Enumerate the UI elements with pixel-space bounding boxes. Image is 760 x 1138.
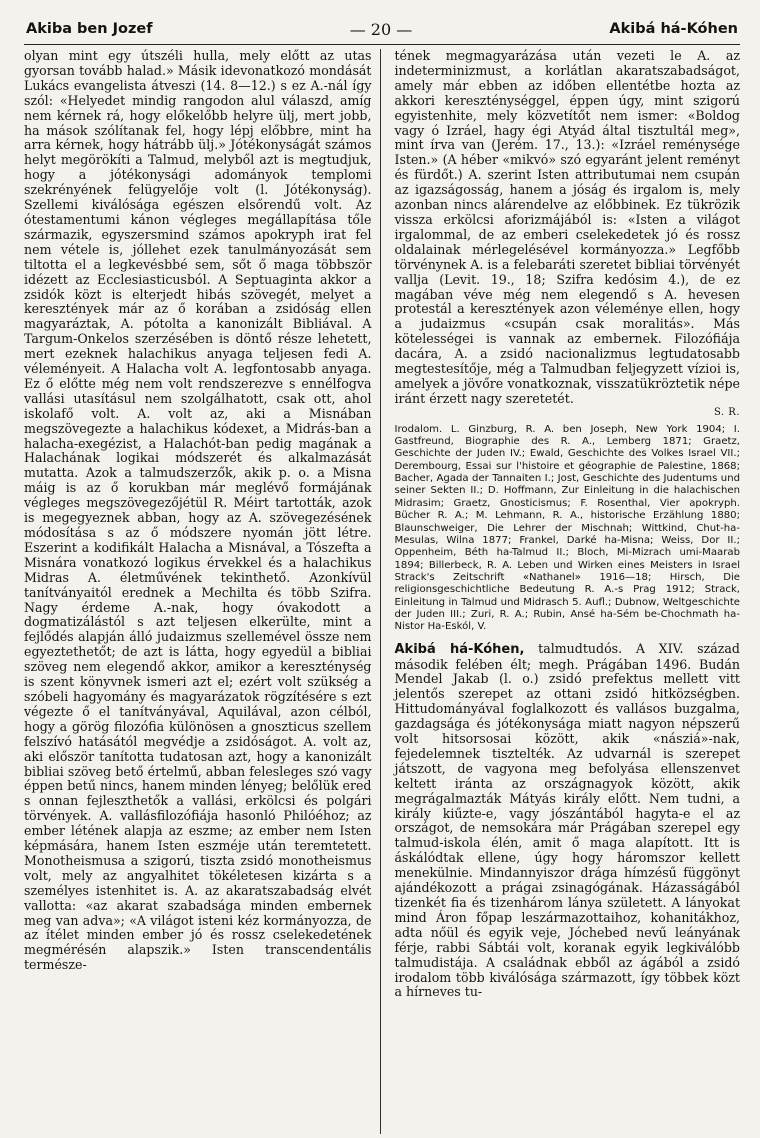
right-column-text: tének megmagyarázása után vezeti le A. az indeterminizmust, a korlátlan akaratszabadságot, amely már ebben az időben ellentétbe hozta az akkori kereszténységgel, éppen úgy, mint szigorú egyistenhite, mely közvetítőt nem ismer: «Boldog vagy ó Izráel, hagy égi Atyád által tisztultál meg», mint írva van (Jerém. 17., 13.): «Izráel reménysége Isten.» (A héber «mikvó» szó egyaránt jelent reményt és fürdőt.) A. szerint Isten attributumai nem csupán az igazságosság, hanem a jóság és irgalom is, mely azonban nincs alárendelve az előbbinek. Ez tükrözik vissza erkölcsi aforizmájából is: «Isten a világot irgalommal, de az emberi cselekedetek jó és rossz oldalainak mérlegelésével kormányozza.» Legfőbb törvénynek A. is a felebaráti szeretet bibliai törvényét vallja (Levit. 19., 18; Szifra kedósim 4.), de ez magában véve még nem elegendő s A. hevesen protestál a keresztények azon véleménye ellen, hogy a judaizmus «csupán csak moralitás». Más kötelességei is vannak az embernek. Filozófiája dacára, A. a zsidó nacionalizmus legtudatosabb megtestesítője, még a Talmudban feljegyzett vízioi is, amelyek a jövőre vonatkoznak, visszatükröztetik népe iránt érzett nagy szeretetét.: [394, 49, 740, 406]
author-signature: S. R.: [713, 406, 740, 418]
column-divider: [380, 49, 381, 1134]
left-column-text: olyan mint egy útszéli hulla, mely előtt az utas gyorsan tovább halad.» Másik idevonatkozó mondását Lukács evangelista átveszi (14. 8—12.) s ez A.-nál így szól: «Helyedet mindig rangodon alul válaszd, amíg nem kérnek rá, hogy előkelőbb helyre ülj, mert jobb, ha mások szólítanak fel, hogy lépj előbbre, mint ha arra kérnek, hogy hátrább ülj.» Jótékonyságát számos helyt megörökíti a Talmud, melyből azt is megtudjuk, hogy a jótékonysági adományok templomi szekrényének felügyelője volt (l. Jótékonyság). Szellemi kiválósága egészen elsőrendű volt. Az ótestamentumi kánon végleges megállapítása tőle származik, egyszersmind számos apokryph irat fel nem vétele is, jóllehet ezek tanulmányozását sem tiltotta el a legkevésbbé sem, sőt ő maga többször idézett az Ecclesiasticusból. A Septuaginta akkor a zsidók közt is elterjedt hibás szövegét, melyet a keresztények már az ő korában a zsidóság ellen magyaráztak, A. pótolta a kanonizált Bibliával. A Targum-Onkelos szerzésében is döntő része lehetett, mert ezeknek halachikus anyaga teljesen fedi A. véleményeit. A Halacha volt A. legfontosabb anyaga. Ez ő előtte még nem volt rendszerezve s ennélfogva vallási utasításul nem szolgálhatott, csak ott, ahol iskolafő volt. A. volt az, aki a Misnában megszövegezte a halachikus kódexet, a Midrás-ban a halacha-exegézist, a Halachót-ban pedig magának a Halachának logikai módszerét és alkalmazását mutatta. Azok a talmudszerzők, akik p. o. a Misna máig is az ő korukban már meglévő formájának végleges megszövegezőjétül R. Méirt tartották, azok is megegyeznek abban, hogy az A. szövegezésének módosítása s az ő módszere nyomán jött létre. Eszerint a kodifikált Halacha a Misnával, a Tószefta a Misnára vonatkozó logikus érvekkel és a halachikus Midras A. életművének tekinthető. Azonkívül tanítványaitól erednek a Mechilta és több Szifra. Nagy érdeme A.-nak, hogy óvakodott a dogmatizálástól s azt teljesen elkerülte, mint a fejlődés alapján álló judaizmus szellemével össze nem egyeztethetőt; de azt is látta, hogy egyedül a bibliai szöveg nem elegendő akkor, amikor a kereszténység is szent könyvnek ismeri azt el; ezért volt szükség a szóbeli hagyomány és magyarázatok rögzítésére s ezt végezte ő el tanítványával, Aquilával, azon célból, hogy a görög filozófia különösen a gnoszticus szellem felszívó hatásától megvédje a zsidóságot. A. volt az, aki először tanította tudatosan azt, hogy a kanonizált bibliai szöveg bető értelmű, abban felesleges szó vagy éppen betű nincs, hanem minden lényeg; belőlük ered s onnan fejleszthetők a vallási, erkölcsi és polgári törvények. A. vallásfilozófiája hasonló Philóéhoz; az ember létének alapja az eszme; az ember nem Isten képmására, hanem Isten eszméje után teremtetett. Monotheismusa a szigorú, tiszta zsidó monotheismus volt, mely az angyalhitet tökéletesen kizárta s a személyes istenhitet is. A. az akaratszabadság elvét vallotta: «az akarat szabadsága minden embernek meg van adva»; «A világot isteni kéz kormányozza, de az ítélet minden ember jó és rossz cselekedetének megmérésén alapszik.» Isten transcendentális természe-: [24, 49, 372, 973]
entry-text: talmudtudós. A XIV. század második felében élt; megh. Prágában 1496. Budán Mendel Jakab (l. o.) zsidó prefektus mellett vitt jelentős szerepet az ottani zsidó hitközségben. Hittudományával foglalkozott és vallásos buzgalma, gazdagsága és jótékonysága miatt nagyon népszerű volt hitsorsosai között, akik «násziá»-nak, fejedelemnek tisztelték. Az udvarnál is szerepet játszott, de vagyona meg befolyása ellenszenvet keltett iránta az országnagyok között, akik megrágalmazták Mátyás király előtt. Nem tudni, a király kiűzte-e, vagy jószántából hagyta-e el az országot, de nemsokára már Prágában szerepel egy talmud-iskola élén, amit ő maga alapított. Itt is áskálódtak ellene, úgy hogy háromszor kellett menekülnie. Mindannyiszor drága hímzésű függönyt ajándékozott a prágai zsinagógának. Házasságából tizenkét fia és tizenhárom lánya született. A lányokat mind Áron főpap leszármazottaihoz, kohanitákhoz, adta nőül és egyik veje, Jóchebed nevű leányának férje, rabbi Sábtái volt, koranak egyik legkiválóbb talmudistája. A családnak ebből az ágából a zsidó irodalom több kiválósága származott, így többek közt a hírneves tu-: [394, 640, 740, 1000]
two-column-body: [24, 49, 740, 1134]
left-column: [24, 49, 380, 1134]
header-left-title: Akiba ben Jozef: [26, 21, 153, 37]
entry-akiba-ha-kohen: [394, 642, 740, 1001]
entry-title: Akibá há-Kóhen,: [394, 641, 525, 657]
right-column: [388, 49, 740, 1134]
header-rule: [24, 44, 740, 45]
header-right-title: Akibá há-Kóhen: [609, 21, 738, 37]
running-header: [24, 18, 740, 40]
bibliography: Irodalom. L. Ginzburg, R. A. ben Joseph, New York 1904; I. Gastfreund, Biographie des R. A., Lemberg 1871; Graetz, Geschichte der Juden IV.; Ewald, Geschichte des Volkes Israel VII.; Derembourg, Essai sur l'histoire et géographie de Palestine, 1868; Bacher, Agada der Tannaiten I.; Jost, Geschichte des Judentums und seiner Sekten II.; D. Hoffmann, Zur Einleitung in die halachischen Midrasim; Graetz, Gnosticismus; F. Rosenthal, Vier apokryph. Bücher R. A.; M. Lehmann, R. A., historische Erzählung 1880; Blaunschweiger, Die Lehrer der Mischnah; Wittkind, Chut-ha-Mesulas, Wilna 1877; Frankel, Darké ha-Misna; Weiss, Dor II.; Oppenheim, Béth ha-Talmud II.; Bloch, Mi-Mizrach umi-Maarab 1894; Billerbeck, R. A. Leben und Wirken eines Meisters in Israel Strack's Zeitschrift «Nathanel» 1916—18; Hirsch, Die religionsgeschichtliche Bedeutung R. A.-s Prag 1912; Strack, Einleitung in Talmud und Midrasch 5. Aufl.; Dubnow, Weltgeschichte der Juden III.; Zuri, R. A.; Rubin, Ansé ha-Sém be-Chochmath ha-Nistor Ha-Eskól, V.: [394, 423, 740, 633]
page-number: — 20 —: [349, 19, 413, 39]
